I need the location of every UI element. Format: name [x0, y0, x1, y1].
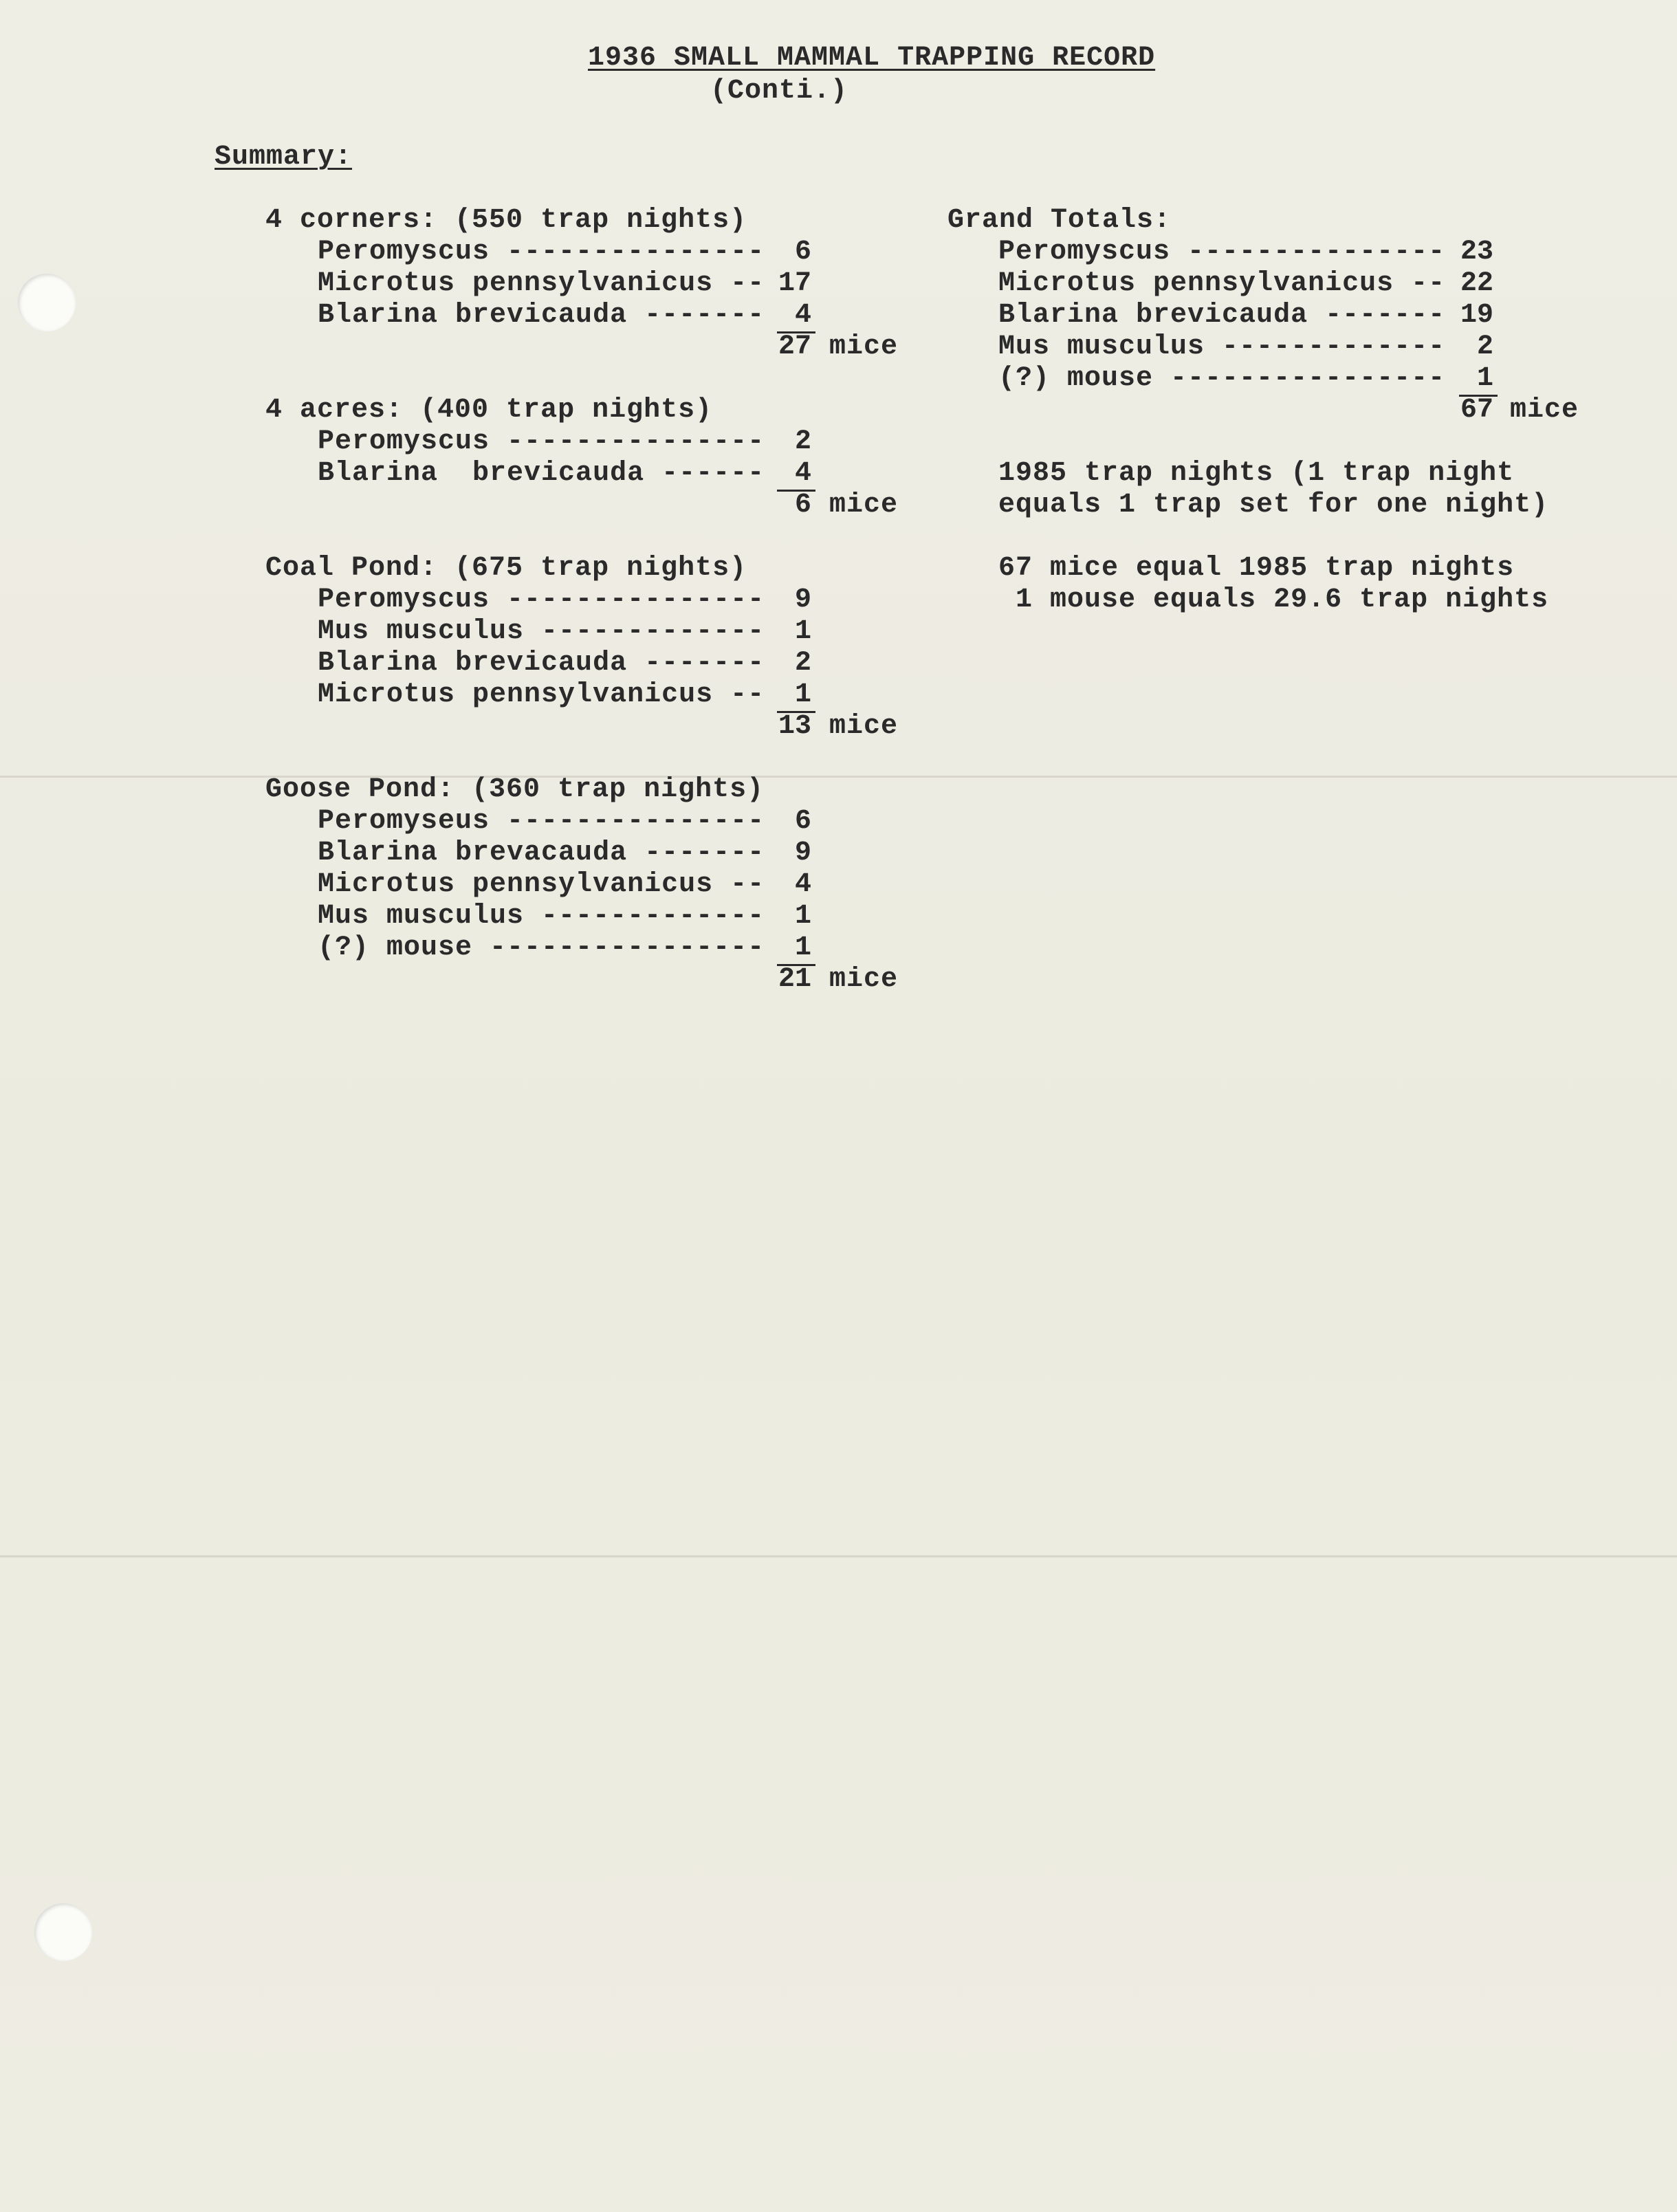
species-count: 9	[794, 837, 811, 868]
total-unit: mice	[829, 331, 899, 362]
fold-crease	[0, 1555, 1677, 1557]
species-count: 6	[794, 806, 811, 837]
section-total: 27	[778, 331, 811, 362]
punch-hole	[18, 274, 76, 331]
species-label: Peromyscus ---------------	[318, 584, 765, 615]
note-line: equals 1 trap set for one night)	[998, 490, 1549, 521]
species-label: Microtus pennsylvanicus --	[318, 869, 765, 900]
species-count: 9	[794, 584, 811, 615]
species-label: Mus musculus -------------	[318, 616, 765, 647]
species-count: 19	[1460, 300, 1493, 331]
species-count: 6	[794, 237, 811, 267]
species-label: Blarina brevicauda -------	[318, 300, 765, 331]
species-label: Peromyscus ---------------	[318, 426, 765, 457]
species-count: 1	[794, 901, 811, 932]
species-count: 17	[778, 268, 811, 299]
species-label: (?) mouse ----------------	[318, 932, 765, 963]
species-label: Microtus pennsylvanicus --	[998, 268, 1446, 299]
species-count: 1	[794, 679, 811, 710]
species-label: Microtus pennsylvanicus --	[318, 679, 765, 710]
species-label: Blarina brevicauda -------	[318, 648, 765, 679]
species-label: Microtus pennsylvanicus --	[318, 268, 765, 299]
note-line: 1 mouse equals 29.6 trap nights	[998, 584, 1549, 615]
document-title: 1936 SMALL MAMMAL TRAPPING RECORD	[588, 43, 1156, 74]
punch-hole	[34, 1903, 92, 1961]
summary-label: Summary:	[215, 142, 353, 173]
total-unit: mice	[829, 964, 899, 995]
section-heading: Goose Pond: (360 trap nights)	[265, 774, 765, 805]
species-count: 23	[1460, 237, 1493, 267]
species-label: Blarina brevacauda -------	[318, 837, 765, 868]
section-heading: Coal Pond: (675 trap nights)	[265, 553, 747, 584]
species-label: Mus musculus -------------	[318, 901, 765, 932]
species-label: Blarina brevicauda ------	[318, 458, 765, 489]
document-subtitle: (Conti.)	[710, 76, 848, 107]
section-total: 13	[778, 711, 811, 742]
total-unit: mice	[829, 490, 899, 521]
section-total: 6	[794, 490, 811, 521]
species-count: 2	[794, 426, 811, 457]
species-label: Peromyscus ---------------	[318, 237, 765, 267]
section-heading: 4 corners: (550 trap nights)	[265, 205, 747, 236]
species-count: 1	[794, 616, 811, 647]
species-label: Mus musculus -------------	[998, 331, 1446, 362]
species-label: Peromyscus ---------------	[998, 237, 1446, 267]
total-unit: mice	[1510, 395, 1579, 426]
note-line: 1985 trap nights (1 trap night	[998, 458, 1515, 489]
grand-total: 67	[1460, 395, 1493, 426]
species-count: 4	[794, 869, 811, 900]
species-label: Peromyseus ---------------	[318, 806, 765, 837]
species-label: Blarina brevicauda -------	[998, 300, 1446, 331]
grand-totals-heading: Grand Totals:	[947, 205, 1172, 236]
species-count: 4	[794, 458, 811, 489]
species-count: 2	[794, 648, 811, 679]
species-count: 2	[1476, 331, 1493, 362]
section-heading: 4 acres: (400 trap nights)	[265, 395, 713, 426]
species-count: 22	[1460, 268, 1493, 299]
note-line: 67 mice equal 1985 trap nights	[998, 553, 1515, 584]
species-count: 4	[794, 300, 811, 331]
species-count: 1	[794, 932, 811, 963]
species-label: (?) mouse ----------------	[998, 363, 1446, 394]
fold-crease	[0, 776, 1677, 778]
total-unit: mice	[829, 711, 899, 742]
species-count: 1	[1476, 363, 1493, 394]
section-total: 21	[778, 964, 811, 995]
